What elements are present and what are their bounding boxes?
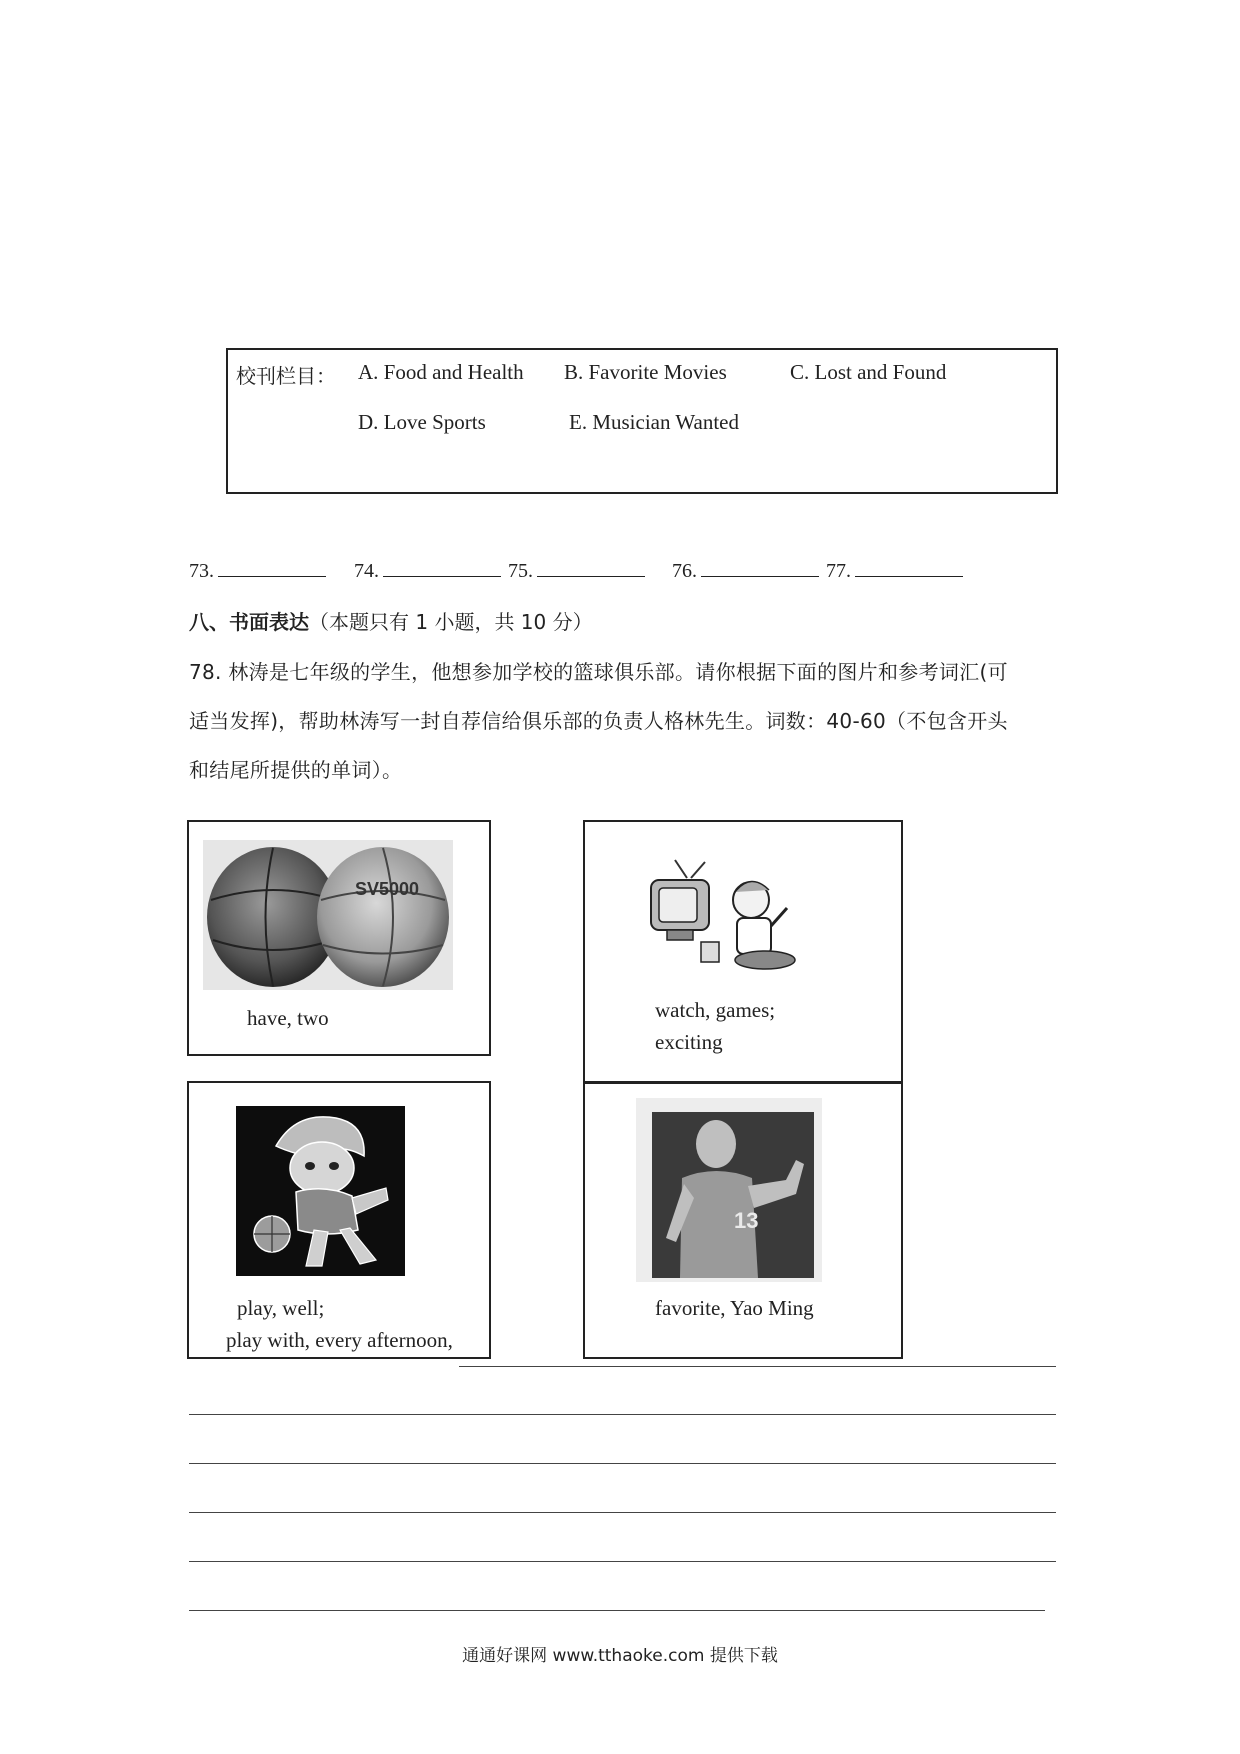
answer-74-number: 74. (354, 560, 379, 582)
answer-75-number: 75. (508, 560, 533, 582)
cue-favorite: favorite, Yao Ming (655, 1296, 814, 1320)
answer-73[interactable] (189, 558, 326, 583)
answer-76-number: 76. (672, 560, 697, 582)
answer-74-blank[interactable] (383, 558, 501, 577)
ball-brand-text: SV5000 (355, 879, 420, 899)
answer-74[interactable] (354, 558, 501, 583)
writing-line-6[interactable] (189, 1610, 1045, 1611)
answer-75[interactable] (508, 558, 645, 583)
answer-76[interactable] (672, 558, 819, 583)
prompt-line-1: 78. 林涛是七年级的学生，他想参加学校的篮球俱乐部。请你根据下面的图片和参考词汇(可 (189, 660, 1008, 684)
jersey-number: 13 (734, 1208, 759, 1233)
yao-ming-photo (636, 1098, 822, 1282)
writing-line-2[interactable] (189, 1414, 1056, 1415)
writing-line-3[interactable] (189, 1463, 1056, 1464)
watch-tv-image (645, 856, 815, 972)
section-note: （本题只有 1 小题，共 10 分） (309, 610, 593, 634)
prompt-line-3: 和结尾所提供的单词）。 (189, 758, 403, 782)
answer-73-blank[interactable] (218, 558, 326, 577)
cue-watch-line-2: exciting (655, 1030, 723, 1054)
option-e: E. Musician Wanted (569, 410, 739, 434)
section-title: 八、书面表达 (189, 610, 309, 634)
option-a: A. Food and Health (358, 360, 524, 384)
play-ball-image (236, 1106, 405, 1276)
answer-73-number: 73. (189, 560, 214, 582)
page-footer: 通通好课网 www.tthaoke.com 提供下载 (462, 1646, 778, 1666)
option-b: B. Favorite Movies (564, 360, 727, 384)
answer-75-blank[interactable] (537, 558, 645, 577)
answer-77-number: 77. (826, 560, 851, 582)
writing-line-1[interactable] (459, 1366, 1056, 1367)
answer-77[interactable] (826, 558, 963, 583)
option-d: D. Love Sports (358, 410, 486, 434)
prompt-line-2: 适当发挥)，帮助林涛写一封自荐信给俱乐部的负责人格林先生。词数：40-60（不包含开头 (189, 709, 1008, 733)
cue-basketballs: have, two (247, 1006, 329, 1030)
cue-play-line-2: play with, every afternoon, (226, 1328, 453, 1352)
answer-76-blank[interactable] (701, 558, 819, 577)
answer-77-blank[interactable] (855, 558, 963, 577)
basketballs-image (203, 840, 453, 990)
column-label: 校刊栏目： (236, 364, 336, 388)
cue-watch-line-1: watch, games; (655, 998, 776, 1022)
writing-line-4[interactable] (189, 1512, 1056, 1513)
cue-play-line-1: play, well; (237, 1296, 325, 1320)
section-heading (189, 606, 593, 635)
option-c: C. Lost and Found (790, 360, 947, 384)
writing-line-5[interactable] (189, 1561, 1056, 1562)
